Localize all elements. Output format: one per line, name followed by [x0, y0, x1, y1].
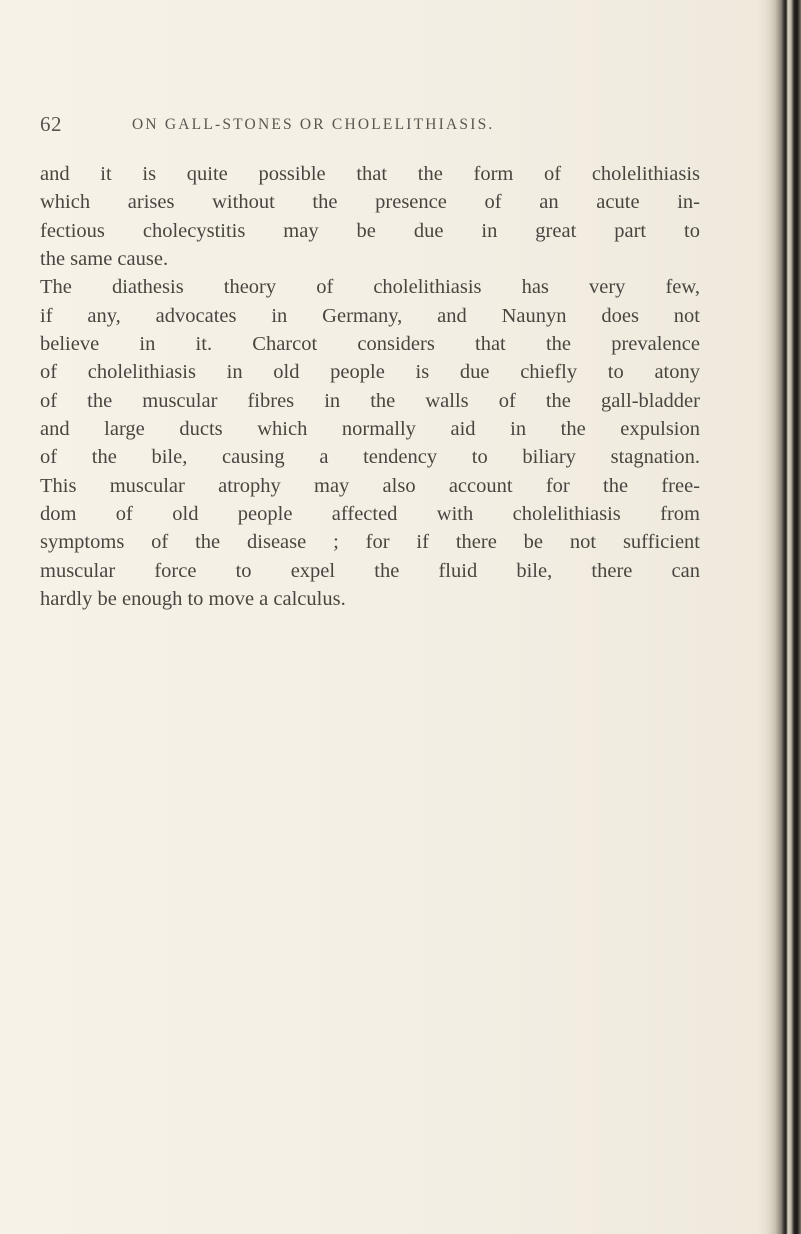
- page-binding-edge: [757, 0, 801, 1234]
- text-line: and it is quite possible that the form of cholelithiasis: [40, 163, 700, 185]
- text-line: the same cause.: [40, 248, 169, 271]
- text-line: fectious cholecystitis may be due in great part to: [40, 219, 700, 242]
- text-line: dom of old people affected with cholelithiasis from: [40, 503, 700, 526]
- text-line: This muscular atrophy may also account for the free-: [40, 474, 700, 497]
- text-line: hardly be enough to move a calculus.: [40, 588, 346, 611]
- running-head: ON GALL-STONES OR CHOLELITHIASIS.: [132, 116, 495, 133]
- text-line: and large ducts which normally aid in the expulsion: [40, 418, 700, 441]
- text-line: muscular force to expel the fluid bile, there can: [40, 559, 700, 582]
- page-number: 62: [40, 112, 62, 136]
- text-line: which arises without the presence of an acute in-: [40, 191, 700, 214]
- paragraph: [40, 273, 700, 613]
- text-line: of the muscular fibres in the walls of the gall-bladder: [40, 389, 700, 412]
- paragraph: [40, 160, 700, 273]
- text-line: symptoms of the disease ; for if there be not sufficient: [40, 531, 700, 554]
- text-line: if any, advocates in Germany, and Naunyn does not: [40, 304, 700, 327]
- text-line: The diathesis theory of cholelithiasis has very few,: [40, 276, 700, 299]
- body-text: [40, 160, 700, 614]
- text-line: of cholelithiasis in old people is due chiefly to atony: [40, 361, 700, 384]
- text-line: believe in it. Charcot considers that the prevalence: [40, 333, 700, 356]
- page-header: [40, 112, 700, 140]
- text-line: of the bile, causing a tendency to biliary stagnation.: [40, 446, 700, 469]
